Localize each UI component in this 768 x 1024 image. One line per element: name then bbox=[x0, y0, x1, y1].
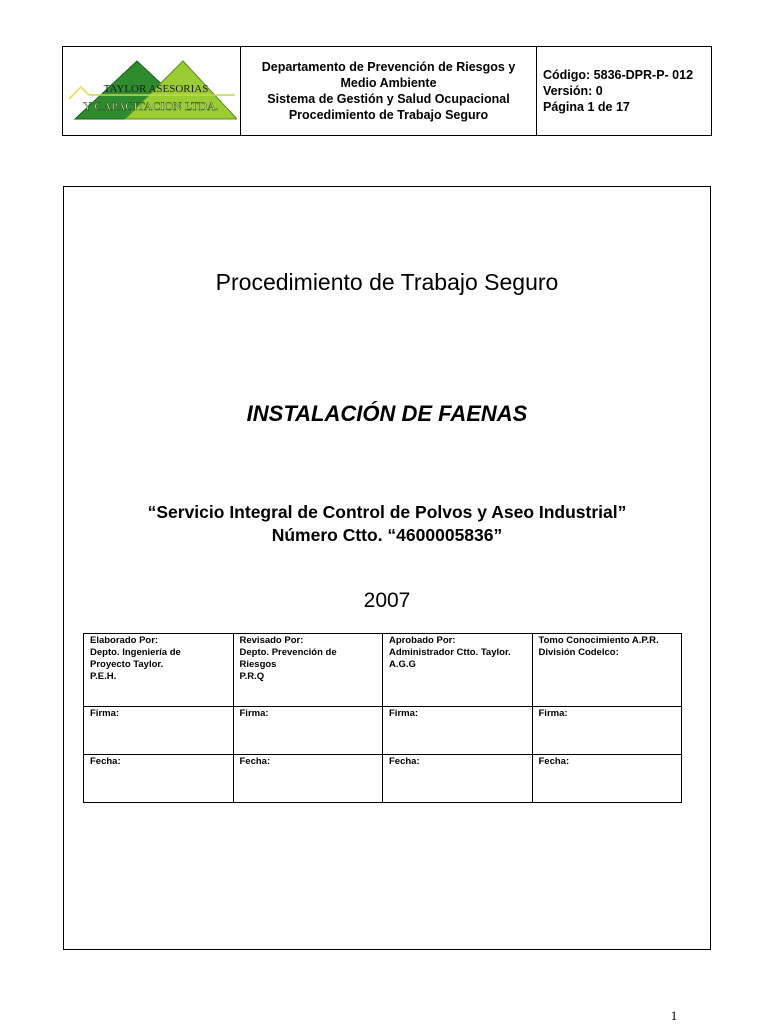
dept-line-3: Sistema de Gestión y Salud Ocupacional bbox=[267, 92, 510, 106]
role-line: Depto. Ingeniería de bbox=[90, 647, 181, 658]
cover-frame bbox=[63, 186, 711, 950]
document-version: Versión: 0 bbox=[543, 84, 603, 98]
date-row bbox=[84, 755, 682, 803]
signature-cell: Firma: bbox=[233, 707, 383, 755]
role-line: Administrador Ctto. Taylor. bbox=[389, 647, 511, 658]
logo-text-top: TAYLOR ASESORIAS bbox=[103, 83, 209, 95]
approved-by-cell bbox=[383, 634, 533, 707]
prepared-by-cell bbox=[84, 634, 234, 707]
document-page: Página 1 de 17 bbox=[543, 100, 630, 114]
signature-cell: Firma: bbox=[84, 707, 234, 755]
logo-cell bbox=[63, 47, 241, 135]
dept-line-1: Departamento de Prevención de Riesgos y bbox=[261, 60, 516, 74]
dept-line-4: Procedimiento de Trabajo Seguro bbox=[288, 108, 489, 122]
role-line: P.R.Q bbox=[239, 671, 265, 682]
page-number: 1 bbox=[670, 1008, 678, 1023]
dept-line-2: Medio Ambiente bbox=[340, 76, 437, 90]
role-line: Riesgos bbox=[239, 659, 277, 670]
signature-cell: Firma: bbox=[532, 707, 682, 755]
date-cell: Fecha: bbox=[233, 755, 383, 803]
role-heading: Elaborado Por: bbox=[90, 635, 159, 646]
role-heading: Revisado Por: bbox=[239, 635, 304, 646]
role-line: División Codelco: bbox=[538, 647, 619, 658]
date-cell: Fecha: bbox=[532, 755, 682, 803]
role-heading: Tomo Conocimiento A.P.R. bbox=[538, 635, 659, 646]
approval-table bbox=[83, 633, 682, 803]
contract-number: Número Ctto. “4600005836” bbox=[271, 525, 503, 545]
document-header bbox=[62, 46, 712, 136]
signature-row bbox=[84, 707, 682, 755]
department-info bbox=[241, 47, 537, 135]
role-line: A.G.G bbox=[389, 659, 416, 670]
date-cell: Fecha: bbox=[84, 755, 234, 803]
role-line: Proyecto Taylor. bbox=[90, 659, 164, 670]
document-code-info bbox=[537, 47, 711, 135]
role-line: P.E.H. bbox=[90, 671, 117, 682]
company-logo bbox=[67, 57, 237, 125]
role-line: Depto. Prevención de bbox=[239, 647, 337, 658]
document-code: Código: 5836-DPR-P- 012 bbox=[543, 68, 694, 82]
cover-subtitle: INSTALACIÓN DE FAENAS bbox=[246, 401, 528, 426]
service-description bbox=[64, 501, 710, 547]
reviewed-by-cell bbox=[233, 634, 383, 707]
role-heading: Aprobado Por: bbox=[389, 635, 456, 646]
date-cell: Fecha: bbox=[383, 755, 533, 803]
cover-title: Procedimiento de Trabajo Seguro bbox=[215, 269, 559, 295]
logo-text-bottom: Y CAPACITACION LTDA. bbox=[83, 99, 219, 113]
signature-cell: Firma: bbox=[383, 707, 533, 755]
acknowledged-by-cell bbox=[532, 634, 682, 707]
service-name: “Servicio Integral de Control de Polvos y Aseo Industrial” bbox=[147, 502, 627, 522]
cover-year: 2007 bbox=[363, 589, 411, 612]
approval-roles-row bbox=[84, 634, 682, 707]
